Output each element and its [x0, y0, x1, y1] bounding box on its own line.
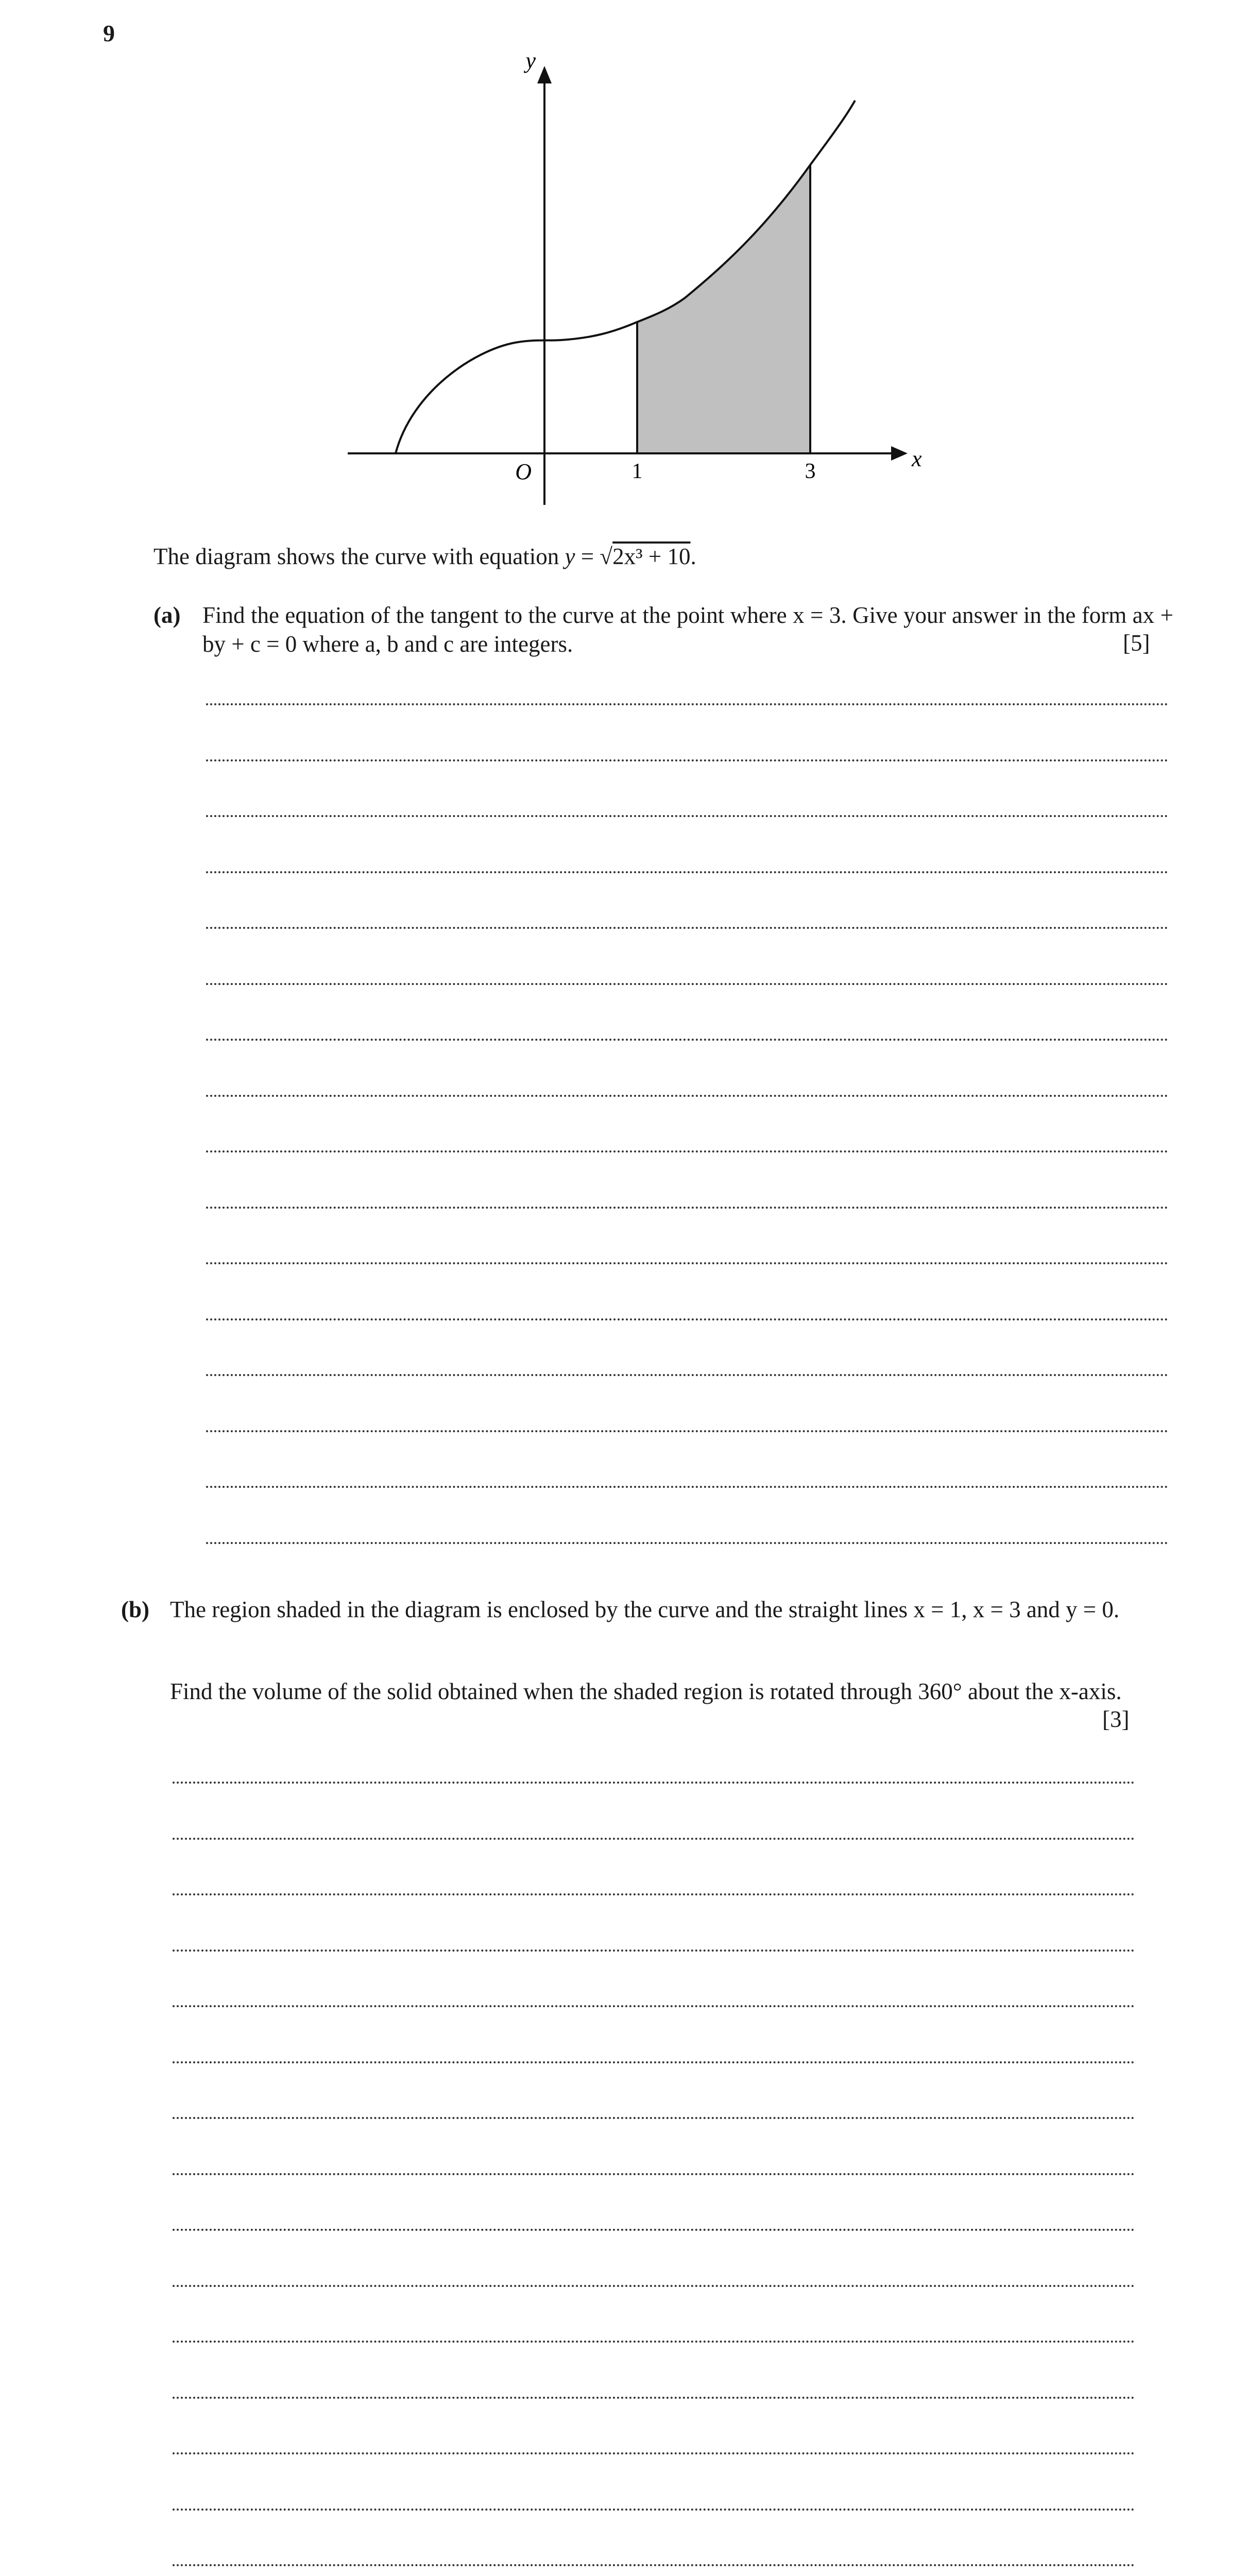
origin-label: O [515, 459, 532, 484]
answer-line[interactable] [206, 927, 1168, 929]
intro-equation-y: y [565, 544, 575, 569]
question-number: 9 [103, 20, 115, 46]
answer-line[interactable] [206, 1207, 1168, 1209]
answer-line[interactable] [173, 2285, 1135, 2287]
answer-line[interactable] [173, 1838, 1135, 1840]
answer-line[interactable] [173, 2117, 1135, 2119]
intro-text [153, 542, 1081, 571]
answer-line[interactable] [173, 2061, 1135, 2063]
answer-line[interactable] [206, 1150, 1168, 1153]
answer-line[interactable] [173, 1893, 1135, 1895]
part-a-label: (a) [153, 602, 181, 628]
answer-line[interactable] [206, 1262, 1168, 1264]
answer-line[interactable] [206, 1374, 1168, 1376]
x-tick-3: 3 [805, 460, 816, 483]
x-axis-arrow [891, 446, 908, 461]
answer-line[interactable] [173, 2341, 1135, 2343]
intro-equation-eq: = [575, 544, 600, 569]
answer-line[interactable] [173, 2564, 1135, 2566]
answer-line[interactable] [206, 1318, 1168, 1320]
curve-diagram [0, 0, 1246, 526]
answer-line[interactable] [173, 1782, 1135, 1784]
answer-line[interactable] [173, 2229, 1135, 2231]
sqrt-sign: √ [600, 544, 613, 569]
part-b-text-2: Find the volume of the solid obtained when the shaded region is rotated through 360° about the x-axis. [170, 1679, 1122, 1704]
part-b-label: (b) [121, 1597, 149, 1622]
y-axis-arrow [537, 66, 552, 83]
answer-line[interactable] [206, 871, 1168, 873]
answer-line[interactable] [206, 1430, 1168, 1432]
answer-line[interactable] [173, 2173, 1135, 2175]
intro-equation-radicand: 2x³ + 10 [612, 544, 691, 569]
part-a-text: Find the equation of the tangent to the curve at the point where x = 3. Give your answer in the form ax + by + c = 0 where a, b and c are integers. [202, 602, 1173, 657]
part-b-text-1: The region shaded in the diagram is enclosed by the curve and the straight lines x = 1, x = 3 and y = 0. [170, 1597, 1120, 1622]
x-tick-1: 1 [631, 460, 643, 483]
answer-line[interactable] [173, 2452, 1135, 2454]
answer-line[interactable] [173, 2005, 1135, 2007]
answer-line[interactable] [206, 1039, 1168, 1041]
answer-line[interactable] [173, 2397, 1135, 2399]
answer-line[interactable] [206, 815, 1168, 817]
intro-prefix: The diagram shows the curve with equation [153, 544, 565, 569]
intro-suffix: . [690, 544, 696, 569]
x-axis-label: x [912, 446, 922, 471]
answer-line[interactable] [206, 759, 1168, 761]
part-b-marks: [3] [1102, 1706, 1130, 1732]
answer-line[interactable] [206, 1095, 1168, 1097]
answer-line[interactable] [173, 1950, 1135, 1952]
part-a-marks: [5] [1123, 630, 1150, 656]
answer-line[interactable] [173, 2509, 1135, 2511]
answer-line[interactable] [206, 1542, 1168, 1544]
answer-line[interactable] [206, 1486, 1168, 1488]
answer-line[interactable] [206, 983, 1168, 985]
y-axis-label: y [525, 48, 536, 73]
answer-line[interactable] [206, 703, 1168, 705]
shaded-region [637, 165, 810, 453]
